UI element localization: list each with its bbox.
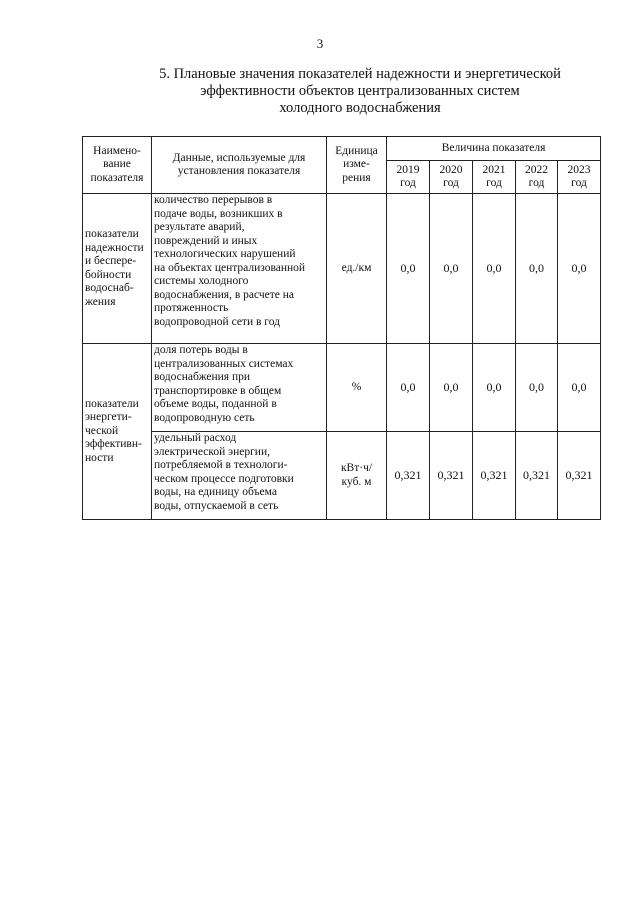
value-cell: 0,0: [516, 194, 558, 344]
text-line: Наимено-: [93, 144, 141, 157]
text-line: 2022: [525, 163, 548, 176]
text-line: вание: [103, 158, 131, 171]
text-line: электрической энергии,: [154, 445, 270, 458]
text-line: на объектах централизованной: [154, 261, 306, 274]
value-cell: 0,0: [473, 344, 516, 432]
text-line: повреждений и иных: [154, 234, 258, 247]
text-line: надежности: [85, 241, 144, 254]
indicators-table: [82, 136, 601, 520]
value-cell: 0,0: [430, 344, 473, 432]
text-line: показателя: [90, 171, 144, 184]
value-cell: 0,321: [558, 432, 601, 520]
indicator-unit: [327, 194, 387, 344]
text-line: Данные, используемые для: [172, 151, 306, 164]
header-year: [473, 161, 516, 194]
indicator-unit: [327, 344, 387, 432]
value-cell: 0,0: [387, 344, 430, 432]
text-line: воды, на единицу объема: [154, 486, 277, 498]
indicator-name: [83, 344, 152, 520]
text-line: системы холодного: [154, 275, 249, 287]
header-year: [558, 161, 601, 194]
text-line: показатели: [85, 228, 139, 240]
text-line: централизованных системах: [154, 357, 294, 370]
text-line: Единица: [335, 144, 378, 157]
text-line: показатели: [85, 397, 139, 410]
table-row: [83, 344, 601, 432]
text-line: воды, отпускаемой в сеть: [154, 499, 279, 512]
header-year: [516, 161, 558, 194]
text-line: кВт·ч/: [340, 462, 373, 474]
indicator-description: [152, 194, 327, 344]
text-line: водоснабжения, в расчете на: [154, 288, 295, 301]
text-line: количество перерывов в: [154, 194, 273, 206]
text-line: год: [400, 177, 416, 189]
text-line: результате аварий,: [154, 221, 245, 233]
text-line: эффективн-: [85, 438, 142, 451]
text-line: 2023: [567, 163, 591, 176]
header-data: [152, 137, 327, 194]
text-line: ческом процессе подготовки: [154, 472, 294, 485]
text-line: водоснаб-: [85, 282, 134, 294]
text-line: год: [443, 177, 459, 189]
text-line: водопроводной сети в год: [154, 315, 280, 328]
text-line: протяженность: [154, 302, 229, 314]
title-line: эффективности объектов централизованных систем: [200, 83, 520, 99]
value-cell: 0,0: [430, 194, 473, 344]
text-line: бойности: [85, 268, 132, 281]
text-line: ческой: [85, 424, 119, 437]
page-number: 3: [316, 36, 324, 51]
section-title: [130, 66, 590, 117]
header-name: [83, 137, 152, 194]
text-line: жения: [85, 295, 116, 308]
header-year: [387, 161, 430, 194]
text-line: изме-: [343, 158, 370, 171]
text-line: год: [528, 177, 545, 189]
value-cell: 0,321: [516, 432, 558, 520]
value-cell: 0,0: [558, 194, 601, 344]
text-line: транспортировке в общем: [154, 384, 282, 397]
text-line: потребляемой в технологи-: [154, 459, 288, 471]
value-cell: 0,321: [387, 432, 430, 520]
text-line: удельный расход: [154, 432, 237, 444]
table-row: [83, 432, 601, 520]
table-row: [83, 194, 601, 344]
text-line: год: [486, 177, 502, 189]
header-value: Величина показателя: [387, 137, 601, 161]
text-line: рения: [342, 171, 371, 184]
text-line: энергети-: [85, 411, 132, 424]
text-line: подаче воды, возникших в: [154, 207, 283, 220]
value-cell: 0,321: [473, 432, 516, 520]
value-cell: 0,0: [558, 344, 601, 432]
text-line: доля потерь воды в: [154, 344, 248, 356]
text-line: 2021: [482, 163, 506, 176]
indicator-name: [83, 194, 152, 344]
indicator-description: [152, 432, 327, 520]
indicator-description: [152, 344, 327, 432]
text-line: водоснабжения при: [154, 371, 251, 383]
text-line: технологических нарушений: [154, 248, 296, 260]
value-cell: 0,0: [516, 344, 558, 432]
text-line: 2020: [439, 163, 463, 176]
text-line: 2019: [396, 163, 420, 176]
title-line: 5. Плановые значения показателей надежности и энергетической: [159, 66, 561, 82]
indicator-unit: [327, 432, 387, 520]
value-cell: 0,0: [473, 194, 516, 344]
value-cell: 0,0: [387, 194, 430, 344]
text-line: и беспере-: [85, 255, 137, 267]
text-line: водопроводную сеть: [154, 411, 255, 424]
text-line: объеме воды, поданной в: [154, 398, 277, 410]
text-line: установления показателя: [177, 165, 301, 177]
header-year: [430, 161, 473, 194]
text-line: %: [351, 380, 362, 393]
text-line: ности: [85, 451, 114, 464]
title-line: холодного водоснабжения: [279, 100, 441, 116]
text-line: ед./км: [341, 261, 372, 274]
text-line: куб. м: [341, 475, 372, 488]
value-cell: 0,321: [430, 432, 473, 520]
text-line: год: [571, 177, 587, 189]
header-unit: [327, 137, 387, 194]
